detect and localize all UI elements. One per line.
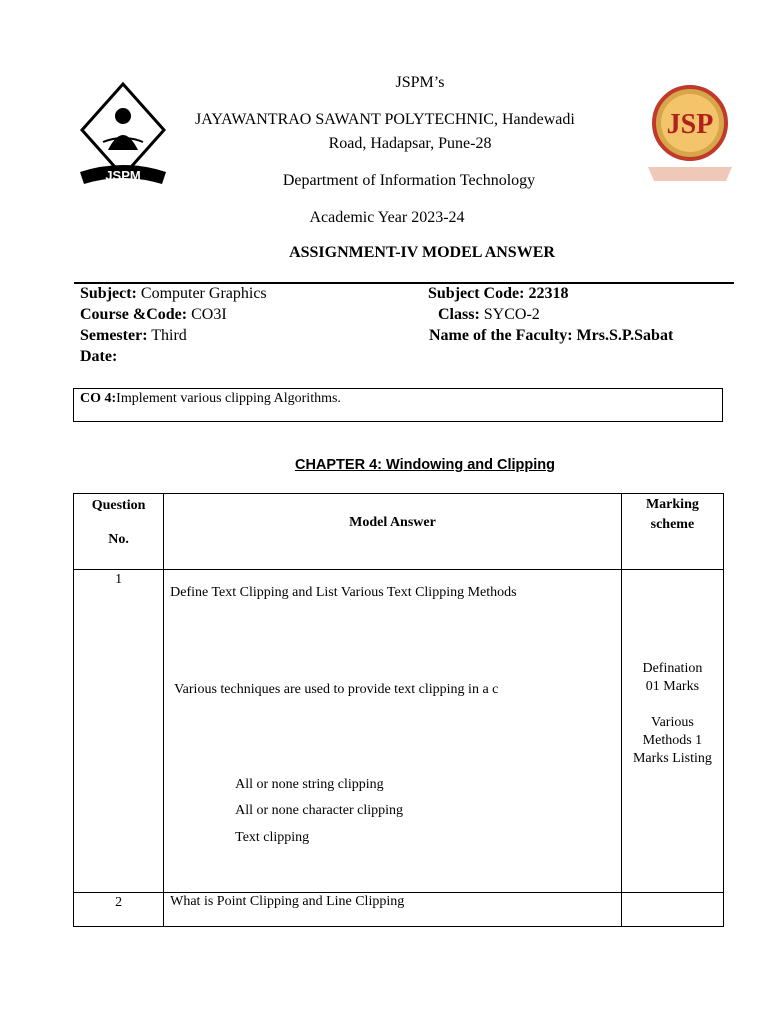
marking-scheme-header [621, 494, 723, 570]
table-row [74, 570, 724, 893]
marking-header-line2: scheme [650, 517, 695, 532]
question-no-header [74, 494, 164, 570]
model-answer-header-text: Model Answer [349, 515, 436, 530]
co-label: CO 4: [80, 391, 117, 406]
date-label: Date: [80, 348, 118, 365]
department: Department of Information Technology [282, 172, 536, 189]
semester-line [80, 327, 187, 345]
logo-right-text: JSP [666, 109, 714, 140]
answer-table [73, 493, 724, 927]
course-label: Course &Code: [80, 306, 188, 323]
marking-line: Defination [642, 661, 703, 676]
chapter-title: CHAPTER 4: Windowing and Clipping [294, 457, 556, 473]
table-header-row [74, 494, 724, 570]
question-text: What is Point Clipping and Line Clipping [170, 894, 405, 909]
question-number [74, 893, 164, 927]
marking-line: Various [651, 715, 694, 730]
marking-header-line1: Marking [645, 497, 699, 512]
class-label: Class: [438, 306, 480, 323]
header-rule [74, 282, 734, 284]
answer-cell [164, 570, 622, 893]
marking-line: Methods 1 [642, 733, 703, 748]
question-number-text: 1 [115, 572, 123, 587]
model-answer-header [164, 494, 622, 570]
faculty-label: Name of the Faculty: Mrs.S.P.Sabat [429, 327, 674, 344]
header-line1: JSPM’s [395, 74, 445, 91]
subject-line [80, 285, 267, 303]
list-item: Text clipping [235, 830, 310, 845]
marking-cell [621, 570, 723, 893]
question-number [74, 570, 164, 893]
co-text: Implement various clipping Algorithms. [116, 391, 341, 406]
course-value: CO3I [187, 306, 227, 323]
question-header-line1: Question [91, 498, 146, 513]
semester-value: Third [147, 327, 187, 344]
subject-value: Computer Graphics [136, 285, 267, 302]
answer-cell [164, 893, 622, 927]
subject-label: Subject: [80, 285, 137, 302]
subject-code: Subject Code: 22318 [428, 285, 569, 302]
marking-spacer [622, 696, 723, 714]
logo-left-text: JSPM [105, 168, 141, 183]
subject-code-line [428, 285, 568, 303]
list-item: All or none character clipping [235, 803, 404, 818]
semester-label: Semester: [80, 327, 148, 344]
academic-year: Academic Year 2023-24 [309, 209, 465, 226]
marking-line: 01 Marks [645, 679, 700, 694]
question-header-line2: No. [108, 532, 129, 547]
answer-intro: Various techniques are used to provide text clipping in a c [174, 682, 499, 697]
faculty-line [429, 327, 673, 345]
course-outcome-box [73, 388, 723, 422]
question-number-text: 2 [115, 895, 123, 910]
jsp-logo-right [644, 85, 736, 183]
assignment-title: ASSIGNMENT-IV MODEL ANSWER [289, 244, 555, 261]
class-line [438, 306, 540, 324]
header-line2: JAYAWANTRAO SAWANT POLYTECHNIC, Handewadi [195, 111, 575, 128]
table-row [74, 893, 724, 927]
course-line [80, 306, 227, 324]
class-value: SYCO-2 [479, 306, 540, 323]
marking-line: Marks Listing [632, 751, 712, 766]
marking-cell [621, 893, 723, 927]
date-line [80, 348, 117, 366]
header-line3: Road, Hadapsar, Pune-28 [328, 135, 492, 152]
question-text: Define Text Clipping and List Various Text Clipping Methods [170, 585, 517, 600]
list-item: All or none string clipping [235, 777, 384, 792]
